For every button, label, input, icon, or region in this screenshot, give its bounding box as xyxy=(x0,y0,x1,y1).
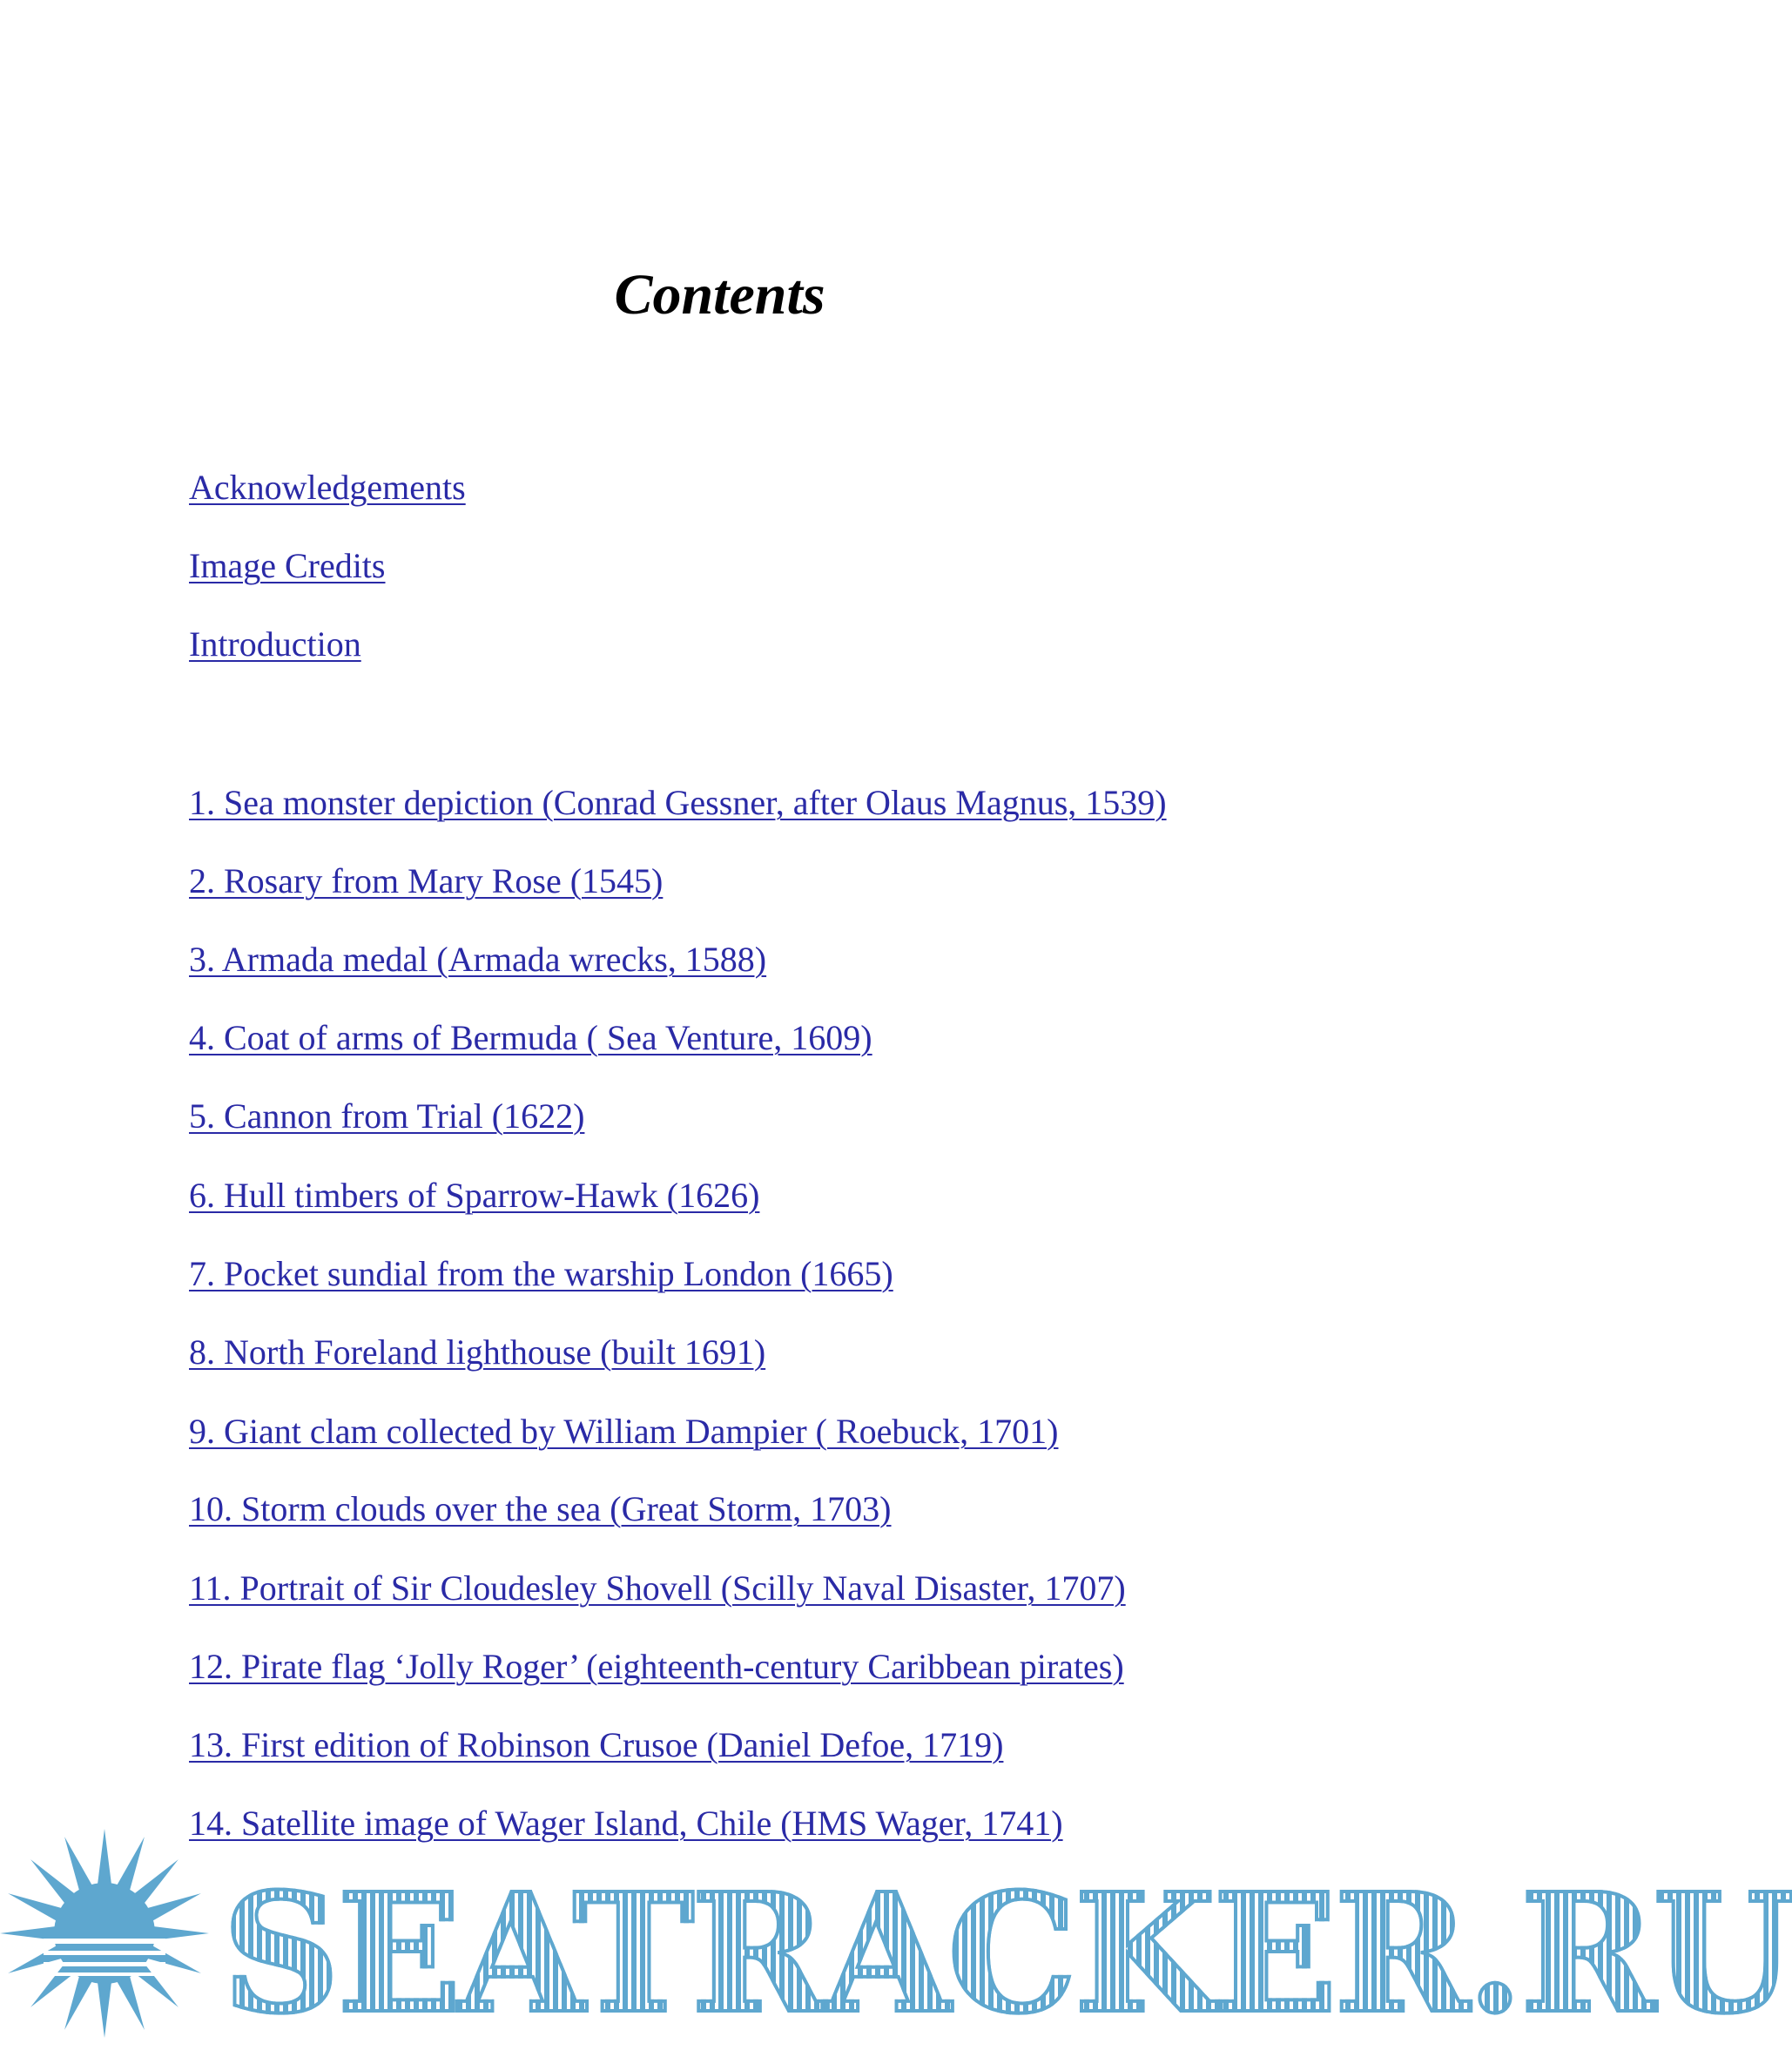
toc-link[interactable]: Acknowledgements xyxy=(189,468,466,507)
toc-item-chapter xyxy=(189,783,1167,822)
toc-link[interactable]: 11. Portrait of Sir Cloudesley Shovell (Scilly Naval Disaster, 1707) xyxy=(189,1568,1126,1608)
toc-item-chapter xyxy=(189,1489,892,1528)
toc-link[interactable]: 10. Storm clouds over the sea (Great Storm, 1703) xyxy=(189,1489,892,1528)
toc-item-chapter xyxy=(189,1725,1004,1764)
toc-link[interactable]: 5. Cannon from Trial (1622) xyxy=(189,1096,585,1136)
toc-link[interactable]: 7. Pocket sundial from the warship London (1665) xyxy=(189,1254,893,1293)
toc-item-chapter xyxy=(189,861,664,900)
toc-link[interactable]: 3. Armada medal (Armada wrecks, 1588) xyxy=(189,940,767,979)
toc-link[interactable]: 14. Satellite image of Wager Island, Chile (HMS Wager, 1741) xyxy=(189,1804,1063,1843)
toc-item-chapter xyxy=(189,1254,893,1293)
toc-item-chapter xyxy=(189,1096,585,1136)
page-title: Contents xyxy=(614,263,825,327)
sun-icon xyxy=(0,1829,209,2038)
toc-link[interactable]: 4. Coat of arms of Bermuda ( Sea Venture, 1609) xyxy=(189,1018,872,1057)
toc-link[interactable]: 12. Pirate flag ‘Jolly Roger’ (eighteenth-century Caribbean pirates) xyxy=(189,1647,1124,1686)
toc-item-introduction xyxy=(189,624,361,664)
toc-item-chapter xyxy=(189,1178,759,1213)
toc-item-chapter xyxy=(189,1414,1058,1449)
toc-link[interactable]: 13. First edition of Robinson Crusoe (Daniel Defoe, 1719) xyxy=(189,1725,1004,1764)
toc-item-image-credits xyxy=(189,546,386,585)
toc-link[interactable]: 9. Giant clam collected by William Dampier ( Roebuck, 1701) xyxy=(189,1412,1059,1451)
toc-link[interactable]: 6. Hull timbers of Sparrow-Hawk (1626) xyxy=(189,1176,760,1215)
toc-item-chapter xyxy=(189,1649,1124,1684)
toc-link[interactable]: 8. North Foreland lighthouse (built 1691) xyxy=(189,1332,766,1372)
toc-link[interactable]: Introduction xyxy=(189,624,361,664)
toc-item-chapter xyxy=(189,942,766,977)
toc-link[interactable]: 1. Sea monster depiction (Conrad Gessner, after Olaus Magnus, 1539) xyxy=(189,783,1167,822)
toc-link[interactable]: Image Credits xyxy=(189,546,386,585)
toc-item-acknowledgements xyxy=(189,470,466,505)
toc-link[interactable]: 2. Rosary from Mary Rose (1545) xyxy=(189,861,664,900)
watermark-text: SEATRACKER.RU xyxy=(222,1858,1792,2050)
toc-item-chapter xyxy=(189,1018,872,1057)
toc-item-chapter xyxy=(189,1568,1126,1608)
toc-item-chapter xyxy=(189,1332,766,1372)
